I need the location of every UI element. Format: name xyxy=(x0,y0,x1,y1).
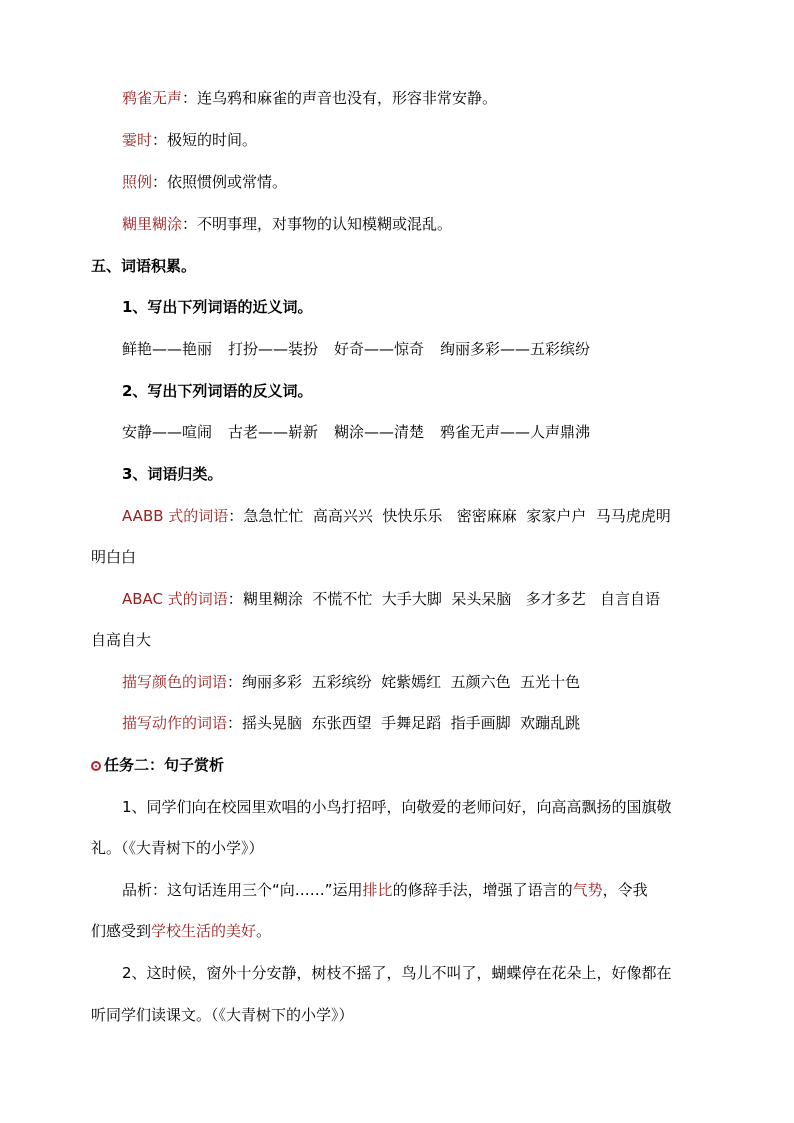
colon: ： xyxy=(227,673,243,691)
definition-term: 照例 xyxy=(122,173,153,191)
definition-text: 连乌鸦和麻雀的声音也没有，形容非常安静。 xyxy=(197,89,498,107)
question-heading: 2、写出下列词语的反义词。 xyxy=(122,382,313,400)
colon: ： xyxy=(227,714,243,732)
task-title: 任务二：句子赏析 xyxy=(104,756,225,774)
analysis-text: ，令我 xyxy=(602,881,648,899)
task-heading xyxy=(0,754,794,776)
target-icon xyxy=(91,761,101,771)
category-words: 糊里糊涂 不慌不忙 大手大脚 呆头呆脑 多才多艺 自言自语 xyxy=(242,590,661,608)
sentence-line: 礼。（《大青树下的小学》） xyxy=(91,839,264,857)
word-pair: 打扮——装扮 xyxy=(228,340,319,358)
sentence-line: 1、同学们向在校园里欢唱的小鸟打招呼，向敬爱的老师问好，向高高飘扬的国旗敬 xyxy=(122,798,672,816)
sentence-line: 2、这时候，窗外十分安静，树枝不摇了，鸟儿不叫了，蝴蝶停在花朵上，好像都在 xyxy=(122,964,672,982)
colon: ： xyxy=(182,89,198,107)
question-heading: 1、写出下列词语的近义词。 xyxy=(122,298,313,316)
word-pair: 鸦雀无声——人声鼎沸 xyxy=(440,423,591,441)
analysis-text: 们感受到 xyxy=(91,922,152,940)
word-pair: 安静——喧闹 xyxy=(122,423,213,441)
category-words: 急急忙忙 高高兴兴 快快乐乐 密密麻麻 家家户户 马马虎虎明 xyxy=(243,507,671,525)
category-line xyxy=(0,671,794,693)
word-pair: 鲜艳——艳丽 xyxy=(122,340,213,358)
analysis-line xyxy=(0,879,794,901)
question-heading: 3、词语归类。 xyxy=(122,465,223,483)
definition-text: 不明事理，对事物的认知模糊或混乱。 xyxy=(197,215,453,233)
category-line xyxy=(0,588,794,610)
category-words: 摇头晃脑 东张西望 手舞足蹈 指手画脚 欢蹦乱跳 xyxy=(242,714,581,732)
word-pair: 好奇——惊奇 xyxy=(334,340,425,358)
category-label: AABB 式的词语 xyxy=(122,507,229,525)
definition-line xyxy=(0,213,794,235)
colon: ： xyxy=(152,173,168,191)
category-words-continued: 明白白 xyxy=(91,548,137,566)
definition-line xyxy=(0,129,794,151)
sentence-line: 听同学们读课文。（《大青树下的小学》） xyxy=(91,1006,354,1024)
category-line xyxy=(0,712,794,734)
definition-text: 依照惯例或常情。 xyxy=(167,173,288,191)
word-pair: 古老——崭新 xyxy=(228,423,319,441)
definition-line xyxy=(0,171,794,193)
colon: ： xyxy=(152,131,168,149)
highlight-term: 气势 xyxy=(572,881,603,899)
highlight-term: 学校生活的美好 xyxy=(151,922,257,940)
antonym-list xyxy=(0,421,794,443)
category-label: 描写颜色的词语 xyxy=(122,673,228,691)
highlight-term: 排比 xyxy=(362,881,393,899)
category-words: 绚丽多彩 五彩缤纷 姹紫嫣红 五颜六色 五光十色 xyxy=(242,673,581,691)
synonym-list xyxy=(0,338,794,360)
category-label: ABAC 式的词语 xyxy=(122,590,228,608)
definition-text: 极短的时间。 xyxy=(167,131,258,149)
category-words-continued: 自高自大 xyxy=(91,631,152,649)
colon: ： xyxy=(228,507,244,525)
colon: ： xyxy=(182,215,198,233)
analysis-text: 的修辞手法，增强了语言的 xyxy=(392,881,573,899)
word-pair: 绚丽多彩——五彩缤纷 xyxy=(440,340,591,358)
colon: ： xyxy=(227,590,243,608)
analysis-text: 品析：这句话连用三个“向……”运用 xyxy=(122,881,363,899)
analysis-text: 。 xyxy=(256,922,272,940)
category-line xyxy=(0,505,794,527)
definition-term: 糊里糊涂 xyxy=(122,215,183,233)
word-pair: 糊涂——清楚 xyxy=(334,423,425,441)
definition-term: 霎时 xyxy=(122,131,153,149)
section-heading: 五、词语积累。 xyxy=(91,257,197,275)
definition-term: 鸦雀无声 xyxy=(122,89,183,107)
category-label: 描写动作的词语 xyxy=(122,714,228,732)
analysis-line xyxy=(0,920,794,942)
definition-line xyxy=(0,87,794,109)
